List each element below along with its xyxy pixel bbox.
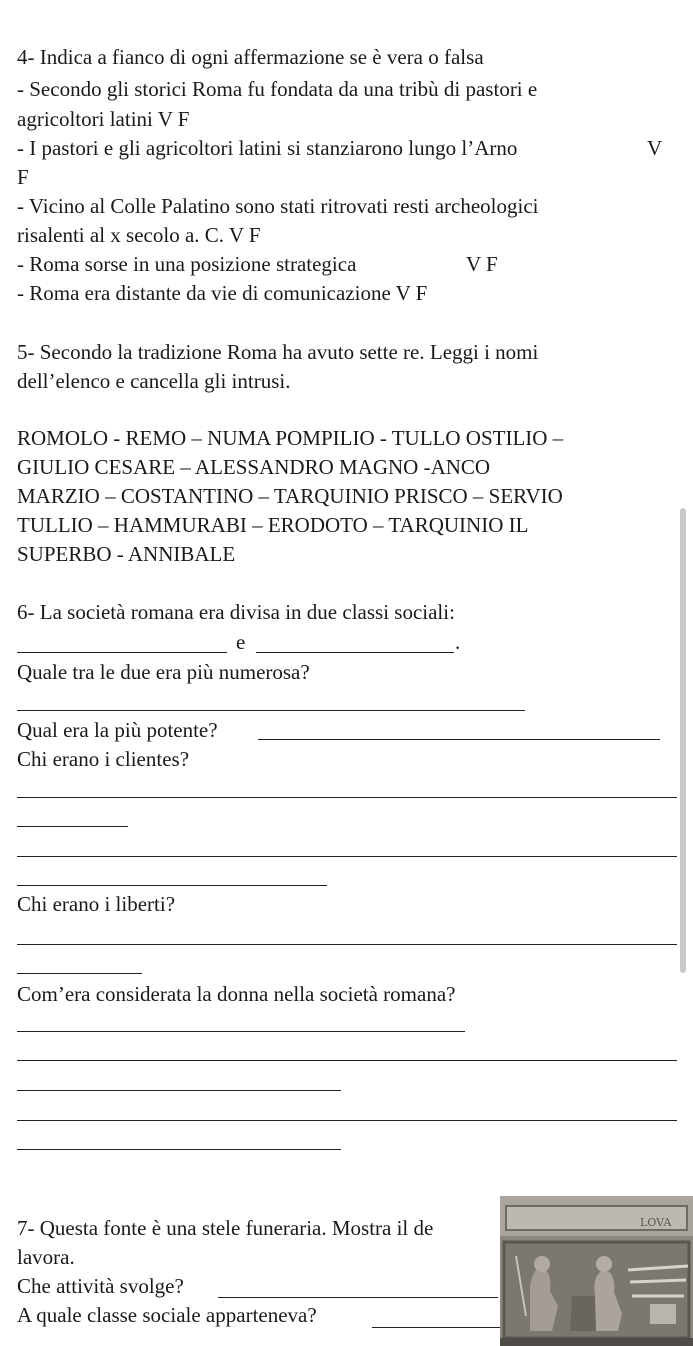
statement-1: - Secondo gli storici Roma fu fondata da una tribù di pastori e xyxy=(17,77,538,101)
answer-line[interactable] xyxy=(17,826,128,827)
section-6-title: 6- La società romana era divisa in due classi sociali: xyxy=(17,600,455,624)
question-classe: A quale classe sociale apparteneva? xyxy=(17,1303,317,1327)
section-7-subtitle: lavora. xyxy=(17,1245,75,1269)
question-donna: Com’era considerata la donna nella società romana? xyxy=(17,982,456,1006)
answer-line[interactable] xyxy=(17,885,327,886)
answer-line[interactable] xyxy=(17,1060,677,1061)
question-liberti: Chi erano i liberti? xyxy=(17,892,176,916)
statement-2-true: V xyxy=(647,136,663,160)
statement-2-false: F xyxy=(17,165,29,189)
statement-3-cont: risalenti al x secolo a. C. V F xyxy=(17,223,261,247)
conjunction-e: e xyxy=(236,630,246,654)
section-4-title: 4- Indica a fianco di ogni affermazione se è vera o falsa xyxy=(17,45,484,69)
statement-5: - Roma era distante da vie di comunicazione V F xyxy=(17,281,428,305)
answer-line[interactable] xyxy=(17,1120,677,1121)
section-7-title: 7- Questa fonte è una stele funeraria. Mostra il de xyxy=(17,1216,434,1240)
answer-line[interactable] xyxy=(17,710,525,711)
question-clientes: Chi erano i clientes? xyxy=(17,747,190,771)
answer-line[interactable] xyxy=(17,944,677,945)
section-5-subtitle: dell’elenco e cancella gli intrusi. xyxy=(17,369,291,393)
answer-line[interactable] xyxy=(17,1031,465,1032)
question-numerosa: Quale tra le due era più numerosa? xyxy=(17,660,310,684)
question-potente: Qual era la più potente? xyxy=(17,718,218,742)
answer-line[interactable] xyxy=(17,797,677,798)
answer-line[interactable] xyxy=(258,739,660,740)
answer-line[interactable] xyxy=(17,1149,341,1150)
stele-relief-icon xyxy=(500,1196,693,1346)
answer-line[interactable] xyxy=(17,973,142,974)
answer-line[interactable] xyxy=(218,1297,498,1298)
kings-list-line: GIULIO CESARE – ALESSANDRO MAGNO -ANCO xyxy=(17,455,491,479)
answer-line[interactable] xyxy=(256,652,454,653)
statement-4-options: V F xyxy=(466,252,498,276)
kings-list-line: TULLIO – HAMMURABI – ERODOTO – TARQUINIO IL xyxy=(17,513,529,537)
statement-2: - I pastori e gli agricoltori latini si stanziarono lungo l’Arno xyxy=(17,136,518,160)
funerary-stele-image xyxy=(500,1196,693,1346)
answer-line[interactable] xyxy=(17,652,227,653)
scrollbar[interactable] xyxy=(680,508,686,973)
stele-inscription: LOVA xyxy=(640,1216,672,1229)
period: . xyxy=(455,630,461,654)
question-attivita: Che attività svolge? xyxy=(17,1274,184,1298)
answer-line[interactable] xyxy=(17,856,677,857)
kings-list-line: SUPERBO - ANNIBALE xyxy=(17,542,236,566)
kings-list-line: ROMOLO - REMO – NUMA POMPILIO - TULLO OSTILIO – xyxy=(17,426,564,450)
statement-1-cont: agricoltori latini V F xyxy=(17,107,190,131)
statement-4: - Roma sorse in una posizione strategica xyxy=(17,252,357,276)
kings-list-line: MARZIO – COSTANTINO – TARQUINIO PRISCO – SERVIO xyxy=(17,484,563,508)
section-5-title: 5- Secondo la tradizione Roma ha avuto sette re. Leggi i nomi xyxy=(17,340,539,364)
answer-line[interactable] xyxy=(17,1090,341,1091)
statement-3: - Vicino al Colle Palatino sono stati ritrovati resti archeologici xyxy=(17,194,539,218)
